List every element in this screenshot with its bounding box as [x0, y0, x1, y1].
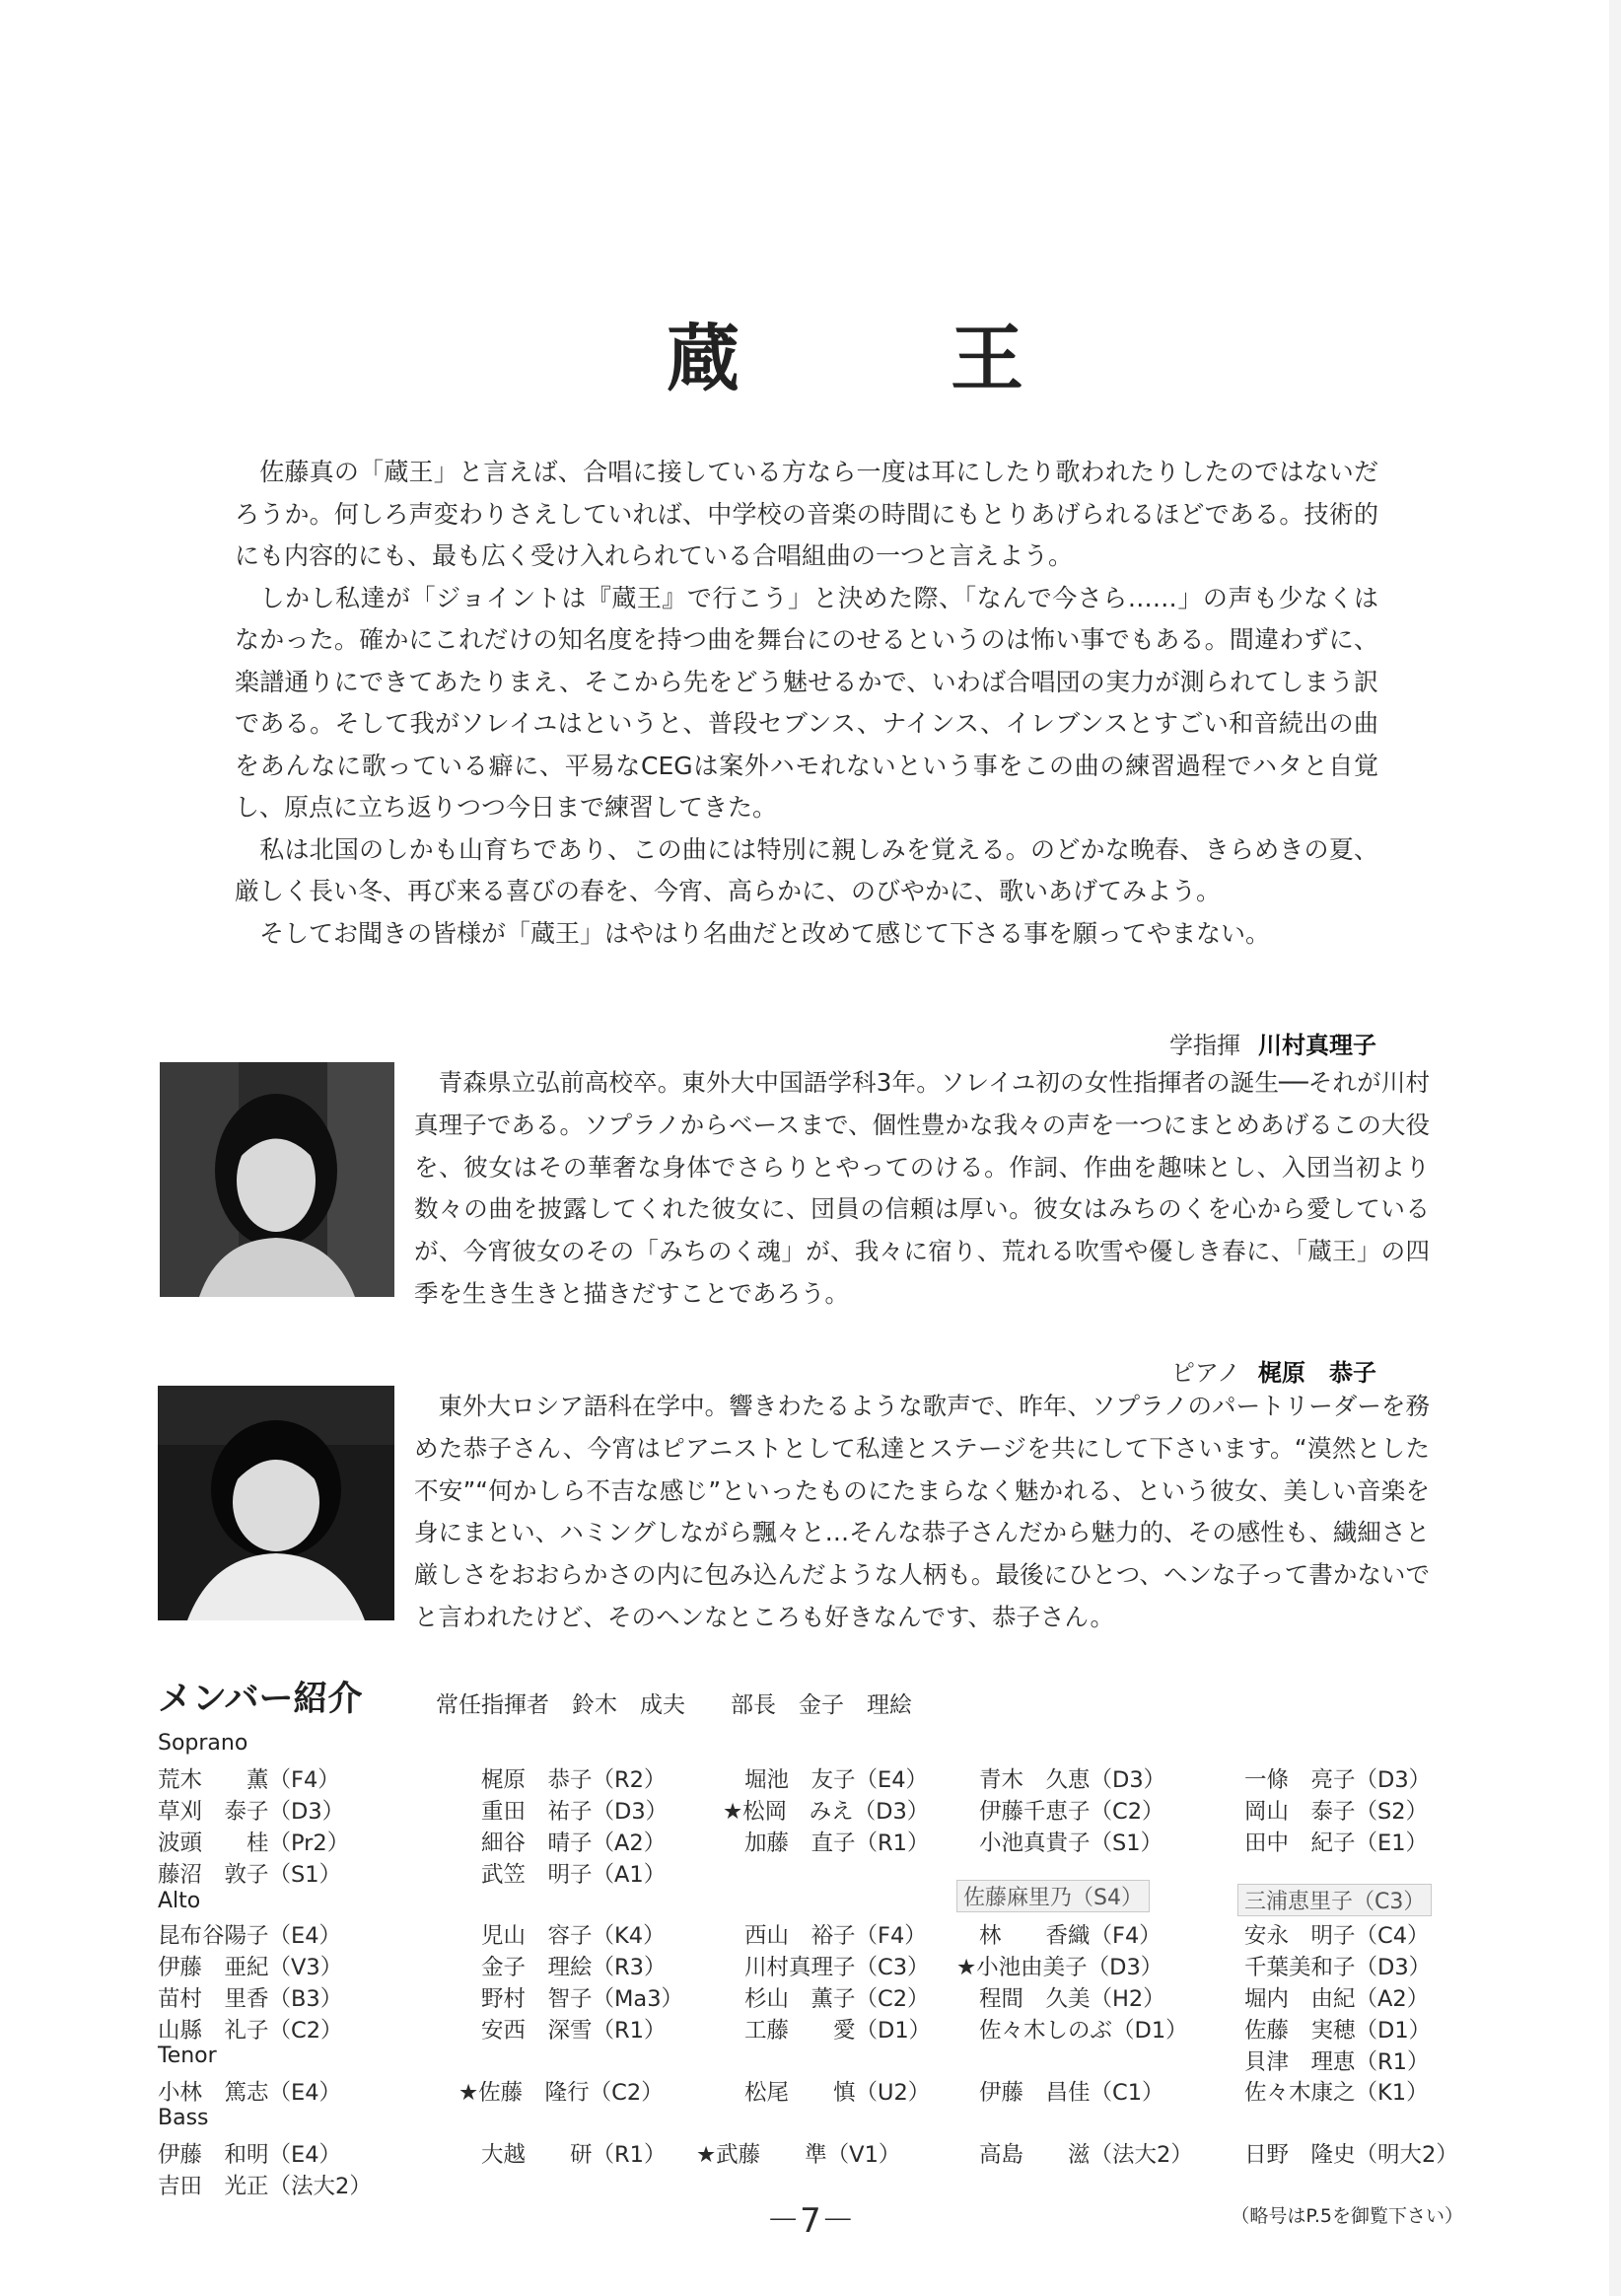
member-name: ★佐藤 隆行（C2） — [458, 2080, 664, 2106]
member-name: 金子 理絵（R3） — [481, 1955, 667, 1980]
member-name: 細谷 晴子（A2） — [481, 1830, 667, 1856]
member-name: 田中 紀子（E1） — [1244, 1830, 1429, 1856]
member-name: 岡山 泰子（S2） — [1244, 1799, 1429, 1825]
section-soprano: Soprano — [158, 1731, 248, 1756]
member-name: 一條 亮子（D3） — [1244, 1767, 1432, 1793]
section-alto: Alto — [158, 1889, 201, 1913]
pianist-photo — [158, 1386, 394, 1620]
intro-paragraph: 佐藤真の「蔵王」と言えば、合唱に接している方なら一度は耳にしたり歌われたりしたのではないだろうか。何しろ声変わりさえしていれば、中学校の音楽の時間にもとりあげられるほどである。技術的にも内容的にも、最も広く受け入れられている合唱組曲の一つと言えよう。 — [235, 458, 1378, 570]
member-name: 伊藤千恵子（C2） — [979, 1799, 1164, 1825]
member-name: 西山 裕子（F4） — [744, 1923, 927, 1949]
member-name: 貝津 理恵（R1） — [1244, 2049, 1430, 2075]
page-number: －7－ — [766, 2201, 855, 2241]
member-name: 武笠 明子（A1） — [481, 1862, 667, 1888]
conductor-name: 川村真理子 — [1258, 1032, 1376, 1059]
pianist-name: 梶原 恭子 — [1258, 1359, 1376, 1387]
member-name: 高島 滋（法大2） — [979, 2142, 1193, 2168]
conductor-role-label: 学指揮 — [1169, 1032, 1240, 1059]
conductor-bio-text: 青森県立弘前高校卒。東外大中国語学科3年。ソレイユ初の女性指揮者の誕生──それが川村真理子である。ソプラノからベースまで、個性豊かな我々の声を一つにまとめあげるこの大役を、彼女はその華奢な身体でさらりとやってのける。作詞、作曲を趣味とし、入団当初より数々の曲を披露してくれた彼女に、団員の信頼は厚い。彼女はみちのくを心から愛しているが、今宵彼女のその「みちのく魂」が、我々に宿り、荒れる吹雪や優しき春に、「蔵王」の四季を生き生きと描きだすことであろう。 — [414, 1068, 1430, 1308]
intro-paragraph: そしてお聞きの皆様が「蔵王」はやはり名曲だと改めて感じて下さる事を願ってやまない。 — [235, 918, 1271, 948]
conductor-bio — [414, 1062, 1430, 1316]
intro-paragraph: 私は北国のしかも山育ちであり、この曲には特別に親しみを覚える。のどかな晩春、きらめきの夏、厳しく長い冬、再び来る喜びの春を、今宵、高らかに、のびやかに、歌いあげてみよう。 — [235, 834, 1378, 905]
member-name: 加藤 直子（R1） — [744, 1830, 930, 1856]
member-name: 佐々木康之（K1） — [1244, 2080, 1429, 2106]
member-name: 林 香織（F4） — [979, 1923, 1162, 1949]
pianist-bio — [414, 1386, 1430, 1639]
members-heading: メンバー紹介 — [158, 1680, 363, 1719]
member-name: 杉山 薫子（C2） — [744, 1986, 930, 2012]
member-name: 波頭 桂（Pr2） — [158, 1830, 350, 1856]
member-name: 堀内 由紀（A2） — [1244, 1986, 1430, 2012]
pianist-role-label: ピアノ — [1170, 1359, 1240, 1387]
section-tenor: Tenor — [158, 2044, 217, 2068]
member-name: 苗村 里香（B3） — [158, 1986, 343, 2012]
member-name: 小池真貴子（S1） — [979, 1830, 1163, 1856]
member-name: ★小池由美子（D3） — [956, 1955, 1163, 1980]
conductor-photo — [160, 1062, 394, 1297]
member-name: 梶原 恭子（R2） — [481, 1767, 667, 1793]
member-name: 草刈 泰子（D3） — [158, 1799, 345, 1825]
conductor-role — [1169, 1026, 1376, 1060]
member-name: 堀池 友子（E4） — [744, 1767, 929, 1793]
member-name: 安永 明子（C4） — [1244, 1923, 1430, 1949]
footnote: （略号はP.5を御覧下さい） — [1231, 2205, 1463, 2227]
member-name: 伊藤 亜紀（V3） — [158, 1955, 343, 1980]
member-name: 伊藤 昌佳（C1） — [979, 2080, 1164, 2106]
member-name: 工藤 愛（D1） — [744, 2018, 932, 2044]
member-name: 千葉美和子（D3） — [1244, 1955, 1432, 1980]
member-name: 吉田 光正（法大2） — [158, 2174, 372, 2199]
member-name: 重田 祐子（D3） — [481, 1799, 669, 1825]
member-name: 荒木 薫（F4） — [158, 1767, 340, 1793]
member-name: 日野 隆史（明大2） — [1244, 2142, 1458, 2168]
pianist-bio-text: 東外大ロシア語科在学中。響きわたるような歌声で、昨年、ソプラノのパートリーダーを務めた恭子さん、今宵はピアニストとして私達とステージを共にして下さいます。“漠然とした不安”“何かしら不吉な感じ”といったものにたまらなく魅かれる、という彼女、美しい音楽を身にまとい、ハミングしながら飄々と…そんな恭子さんだから魅力的、その感性も、繊細さと厳しさをおおらかさの内に包み込んだような人柄も。最後にひとつ、ヘンな子って書かないでと言われたけど、そのヘンなところも好きなんです、恭子さん。 — [414, 1392, 1430, 1631]
member-name: 藤沼 敦子（S1） — [158, 1862, 342, 1888]
member-name: 小林 篤志（E4） — [158, 2080, 342, 2106]
page-title: 蔵 王 — [667, 317, 1092, 401]
member-name: 山縣 礼子（C2） — [158, 2018, 343, 2044]
member-name: 大越 研（R1） — [481, 2142, 667, 2168]
member-name: 佐藤 実穂（D1） — [1244, 2018, 1432, 2044]
member-name: 伊藤 和明（E4） — [158, 2142, 342, 2168]
member-name: 安西 深雪（R1） — [481, 2018, 667, 2044]
member-name: 野村 智子（Ma3） — [481, 1986, 684, 2012]
member-name: 川村真理子（C3） — [744, 1955, 930, 1980]
members-staff: 常任指揮者 鈴木 成夫 部長 金子 理絵 — [436, 1692, 912, 1718]
member-tag: 三浦恵里子（C3） — [1237, 1884, 1432, 1916]
member-name: 程間 久美（H2） — [979, 1986, 1165, 2012]
member-name: ★松岡 みえ（D3） — [723, 1799, 930, 1825]
intro-text — [235, 452, 1378, 955]
member-name: 昆布谷陽子（E4） — [158, 1923, 342, 1949]
section-bass: Bass — [158, 2106, 209, 2130]
pianist-role — [1171, 1353, 1376, 1388]
member-name: 児山 容子（K4） — [481, 1923, 666, 1949]
member-name: 松尾 慎（U2） — [744, 2080, 931, 2106]
member-name: 佐々木しのぶ（D1） — [979, 2018, 1188, 2044]
member-name: 青木 久恵（D3） — [979, 1767, 1166, 1793]
member-name: ★武藤 準（V1） — [696, 2142, 901, 2168]
member-tag: 佐藤麻里乃（S4） — [956, 1880, 1150, 1912]
intro-paragraph: しかし私達が「ジョイントは『蔵王』で行こう」と決めた際、「なんで今さら……」の声も少なくはなかった。確かにこれだけの知名度を持つ曲を舞台にのせるというのは怖い事でもある。間違わずに、楽譜通りにできてあたりまえ、そこから先をどう魅せるかで、いわば合唱団の実力が測られてしまう訳である。そして我がソレイユはというと、普段セブンス、ナインス、イレブンスとすごい和音続出の曲をあんなに歌っている癖に、平易なCEGは案外ハモれないという事をこの曲の練習過程でハタと自覚し、原点に立ち返りつつ今日まで練習してきた。 — [235, 583, 1378, 822]
